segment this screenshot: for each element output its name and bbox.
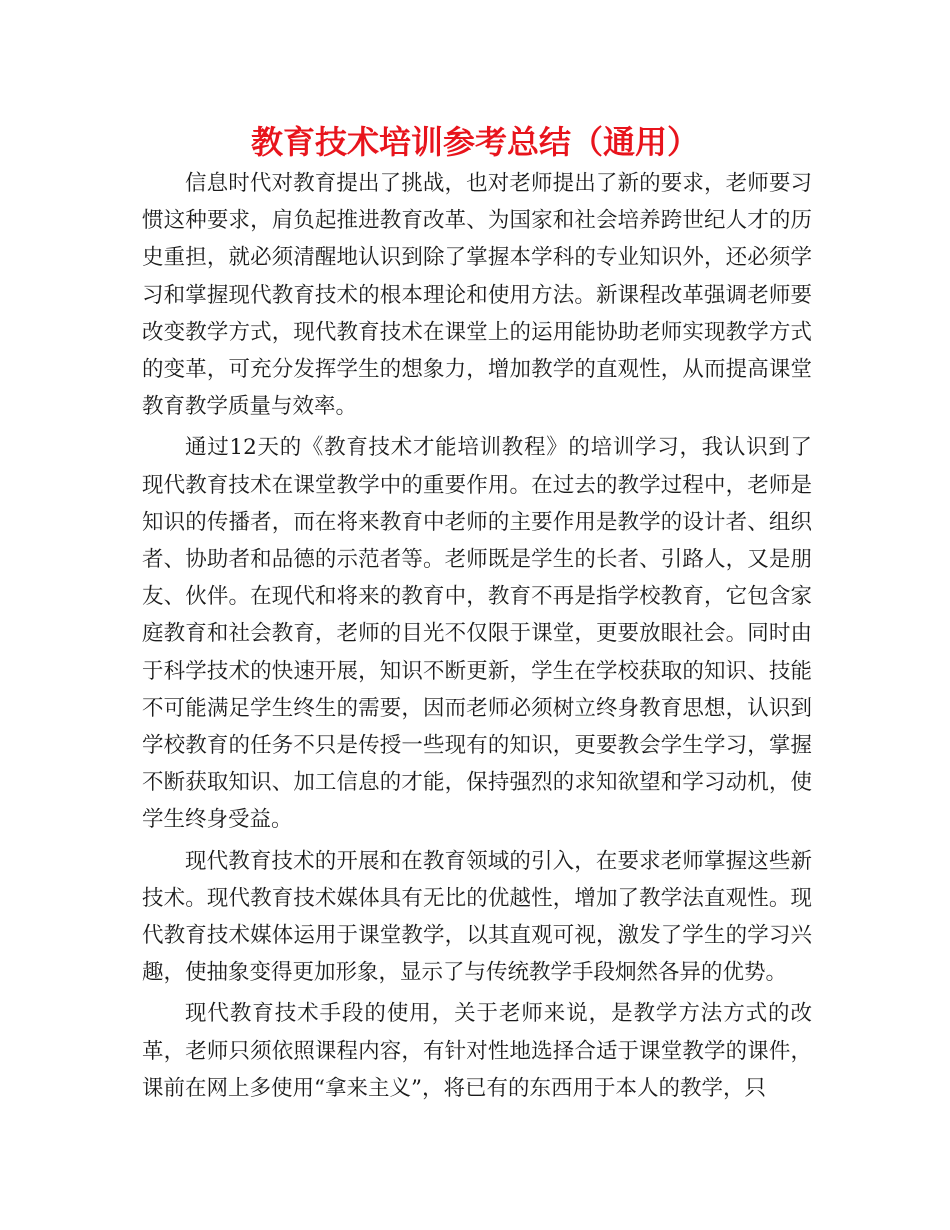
paragraph-1: 信息时代对教育提出了挑战，也对老师提出了新的要求，老师要习惯这种要求，肩负起推进教育改革、为国家和社会培养跨世纪人才的历史重担，就必须清醒地认识到除了掌握本学科的专业知识外，还必须学习和掌握现代教育技术的根本理论和使用方法。新课程改革强调老师要改变教学方式，现代教育技术在课堂上的运用能协助老师实现教学方式的变革，可充分发挥学生的想象力，增加教学的直观性，从而提高课堂教育教学质量与效率。 — [142, 171, 812, 420]
paragraph-2: 通过12天的《教育技术才能培训教程》的培训学习，我认识到了现代教育技术在课堂教学中的重要作用。在过去的教学过程中，老师是知识的传播者，而在将来教育中老师的主要作用是教学的设计者、组织者、协助者和品德的示范者等。老师既是学生的长者、引路人，又是朋友、伙伴。在现代和将来的教育中，教育不再是指学校教育，它包含家庭教育和社会教育，老师的目光不仅限于课堂，更要放眼社会。同时由于科学技术的快速开展，知识不断更新，学生在学校获取的知识、技能不可能满足学生终生的需要，因而老师必须树立终身教育思想，认识到学校教育的任务不只是传授一些现有的知识，更要教会学生学习，掌握不断获取知识、加工信息的才能，保持强烈的求知欲望和学习动机，使学生终身受益。 — [142, 435, 812, 833]
document-title: 教育技术培训参考总结（通用） — [250, 123, 699, 161]
paragraph-4: 现代教育技术手段的使用，关于老师来说，是教学方法方式的改革，老师只须依照课程内容，有针对性地选择合适于课堂教学的课件，课前在网上多使用“拿来主义”，将已有的东西用于本人的教学，只 — [142, 1001, 812, 1101]
paragraph-3: 现代教育技术的开展和在教育领域的引入，在要求老师掌握这些新技术。现代教育技术媒体具有无比的优越性，增加了教学法直观性。现代教育技术媒体运用于课堂教学，以其直观可视，激发了学生的学习兴趣，使抽象变得更加形象，显示了与传统教学手段炯然各异的优势。 — [142, 848, 812, 986]
document-body — [142, 165, 812, 1107]
